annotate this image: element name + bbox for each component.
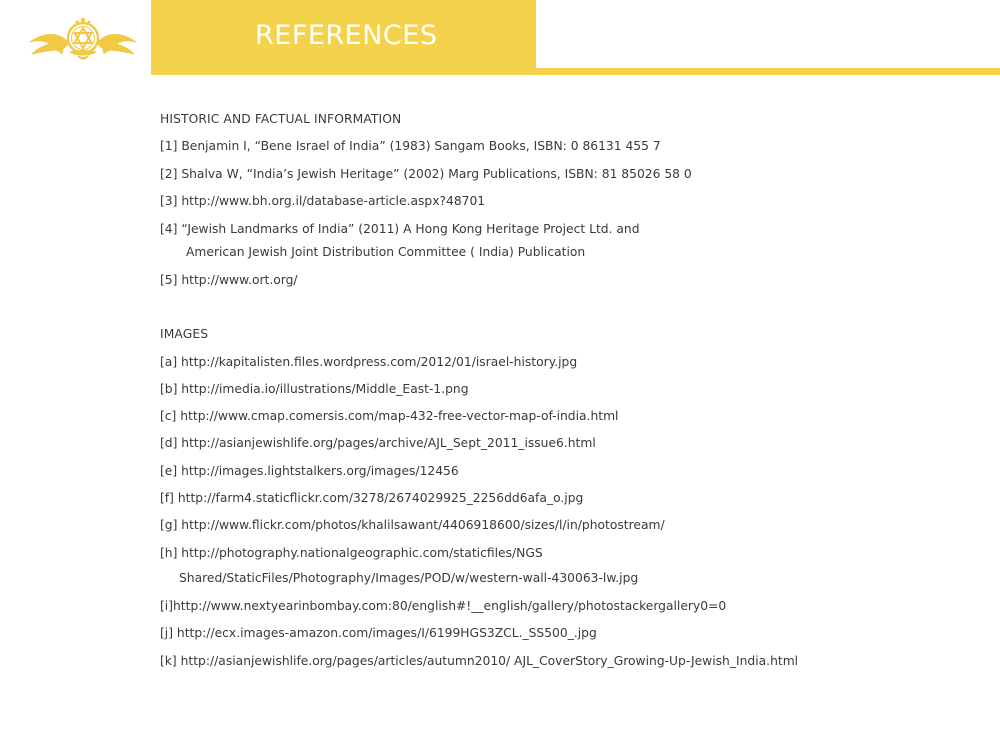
reference-item-continuation: American Jewish Joint Distribution Committee ( India) Publication [186,245,586,259]
reference-item: [4] “Jewish Landmarks of India” (2011) A Hong Kong Heritage Project Ltd. and [160,222,640,236]
reference-item: [f] http://farm4.staticflickr.com/3278/2674029925_2256dd6afa_o.jpg [160,491,584,505]
star-of-david-emblem-icon [22,16,144,64]
reference-item: [j] http://ecx.images-amazon.com/images/I/6199HGS3ZCL._SS500_.jpg [160,626,597,640]
reference-item: [e] http://images.lightstalkers.org/images/12456 [160,464,459,478]
reference-item: [k] http://asianjewishlife.org/pages/articles/autumn2010/ AJL_CoverStory_Growing-Up-Jewish_India.html [160,654,799,668]
header-underline [151,68,1000,75]
reference-item: [b] http://imedia.io/illustrations/Middle_East-1.png [160,382,469,396]
section-heading-images: IMAGES [160,327,209,341]
reference-item: [5] http://www.ort.org/ [160,273,298,287]
reference-item: [2] Shalva W, “India’s Jewish Heritage” (2002) Marg Publications, ISBN: 81 85026 58 0 [160,167,692,181]
reference-item: [h] http://photography.nationalgeographic.com/staticfiles/NGS [160,546,543,560]
reference-item: [a] http://kapitalisten.files.wordpress.com/2012/01/israel-history.jpg [160,355,578,369]
reference-item: [i]http://www.nextyearinbombay.com:80/english#!__english/gallery/photostackergallery0=0 [160,599,727,613]
page-title: REFERENCES [255,20,438,51]
reference-item: [3] http://www.bh.org.il/database-article.aspx?48701 [160,194,486,208]
reference-item-continuation: Shared/StaticFiles/Photography/Images/POD/w/western-wall-430063-lw.jpg [179,571,639,585]
reference-item: [g] http://www.flickr.com/photos/khalilsawant/4406918600/sizes/l/in/photostream/ [160,518,665,532]
section-heading-historic: HISTORIC AND FACTUAL INFORMATION [160,112,402,126]
reference-item: [c] http://www.cmap.comersis.com/map-432-free-vector-map-of-india.html [160,409,619,423]
reference-item: [1] Benjamin I, “Bene Israel of India” (1983) Sangam Books, ISBN: 0 86131 455 7 [160,139,661,153]
reference-item: [d] http://asianjewishlife.org/pages/archive/AJL_Sept_2011_issue6.html [160,436,596,450]
